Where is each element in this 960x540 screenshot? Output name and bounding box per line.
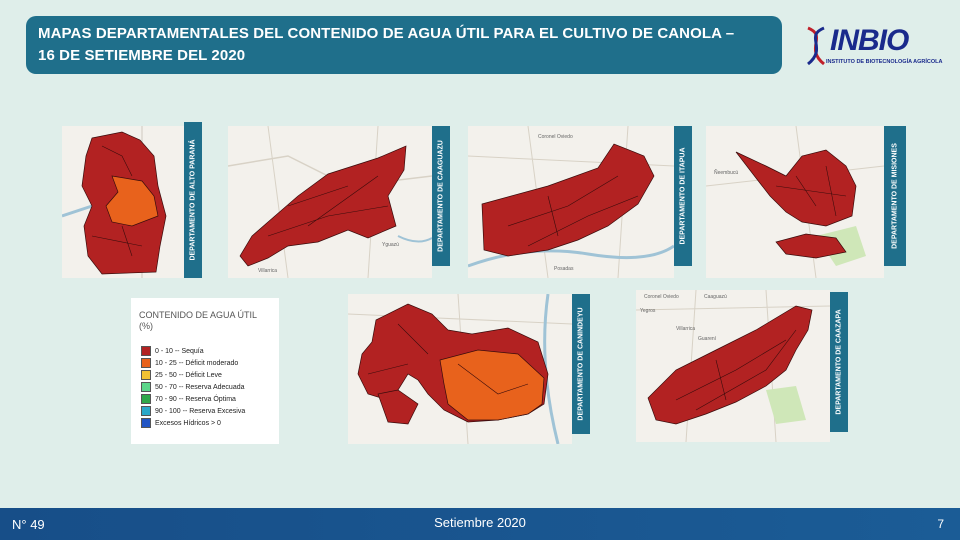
place-label: Villarrica [676,326,696,332]
map-label-canindeyu: DEPARTAMENTO DE CANINDEYU [572,294,590,434]
legend-swatch [141,370,151,380]
place-label: Yguazú [382,242,399,248]
logo-subtitle: INSTITUTO DE BIOTECNOLOGÍA AGRÍCOLA [826,59,943,65]
legend-item: 0 - 10 -- Sequía [141,346,204,356]
legend-item: 25 - 50 -- Déficit Leve [141,370,222,380]
legend-swatch [141,358,151,368]
title-line-2: 16 DE SETIEMBRE DEL 2020 [38,47,246,64]
map-label-itapua: DEPARTAMENTO DE ITAPUA [674,126,692,266]
title-banner [26,16,782,74]
legend-item: 10 - 25 -- Déficit moderado [141,358,238,368]
legend-swatch [141,406,151,416]
place-label: Posadas [554,266,574,272]
map-caazapa [636,290,830,442]
legend-title: CONTENIDO DE AGUA ÚTIL (%) [139,310,257,331]
legend [131,298,279,444]
page-number: 7 [937,517,944,531]
footer-date: Setiembre 2020 [434,515,526,530]
legend-item: Excesos Hídricos > 0 [141,418,221,428]
title-line-1: MAPAS DEPARTAMENTALES DEL CONTENIDO DE AGUA ÚTIL PARA EL CULTIVO DE CANOLA – [38,25,735,42]
legend-swatch [141,394,151,404]
map-label-caazapa: DEPARTAMENTO DE CAAZAPA [830,292,848,432]
logo-name: INBIO [830,24,909,57]
legend-item: 90 - 100 -- Reserva Excesiva [141,406,245,416]
footer-bar [0,508,960,540]
map-alto-parana [62,126,184,278]
legend-item: 50 - 70 -- Reserva Adecuada [141,382,245,392]
map-label-alto-parana: DEPARTAMENTO DE ALTO PARANÁ [184,122,202,278]
place-label: Ñeembucú [714,170,739,176]
place-label: Yegros [640,308,656,314]
legend-swatch [141,418,151,428]
place-label: Guarení [698,336,717,342]
legend-swatch [141,382,151,392]
footer-number: N° 49 [12,517,45,532]
place-label: Coronel Oviedo [644,294,679,300]
inbio-logo [800,24,943,70]
map-label-caaguazu: DEPARTAMENTO DE CAAGUAZU [432,126,450,266]
map-itapua [468,126,674,278]
place-label: Coronel Oviedo [538,134,573,140]
map-caaguazu [228,126,432,278]
legend-item: 70 - 90 -- Reserva Óptima [141,394,236,404]
map-canindeyu [348,294,572,444]
map-misiones [706,126,884,278]
place-label: Villarrica [258,268,278,274]
legend-swatch [141,346,151,356]
place-label: Caaguazú [704,294,727,300]
map-label-misiones: DEPARTAMENTO DE MISIONES [884,126,906,266]
